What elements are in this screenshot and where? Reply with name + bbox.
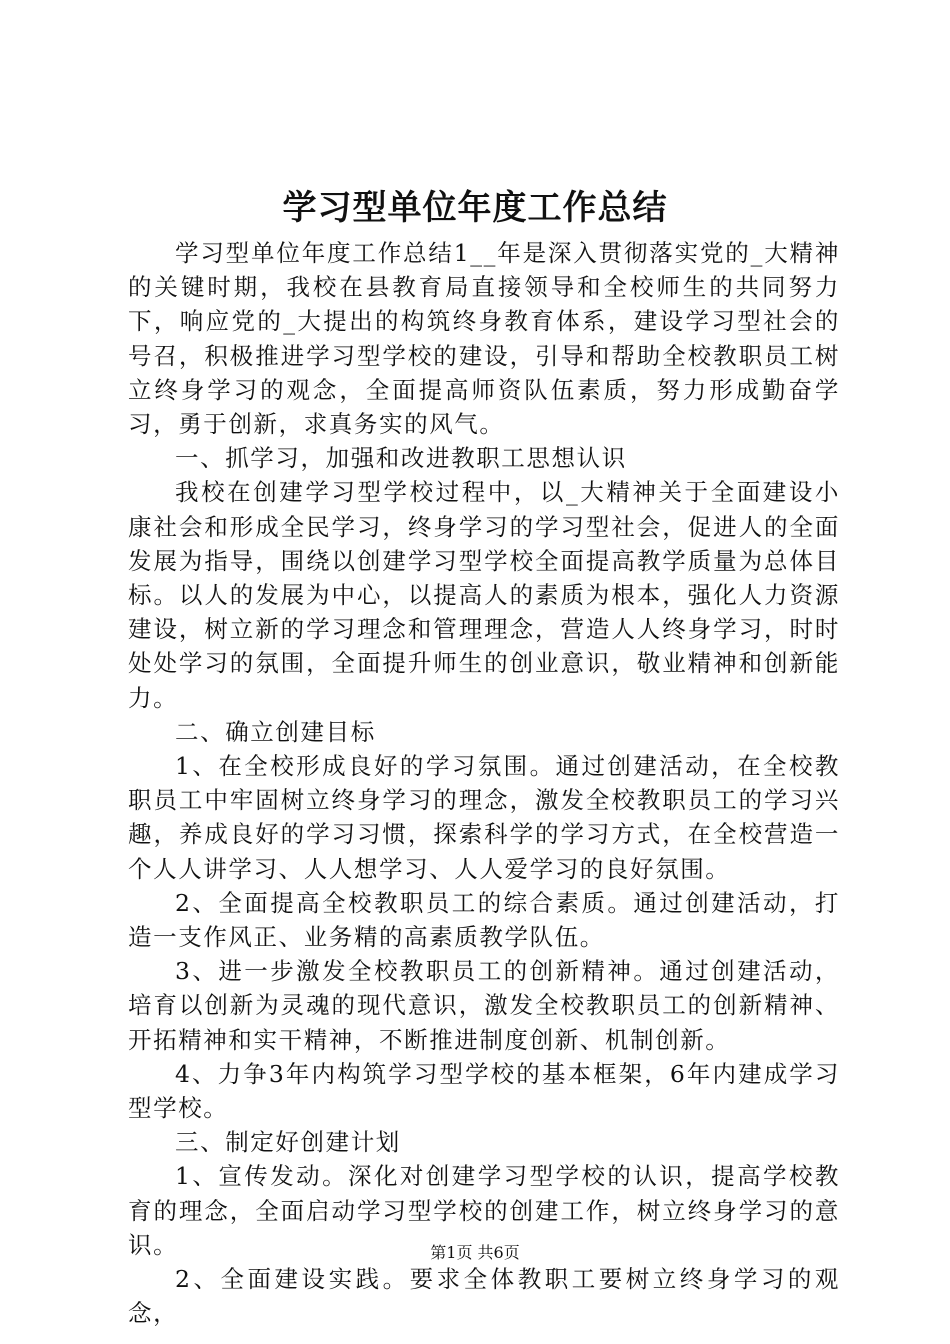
section-heading-2: 二、确立创建目标 — [175, 717, 376, 746]
paragraph-plan-1: 1、宣传发动。深化对创建学习型学校的认识，提高学校教育的理念，全面启动学习型学校的创建工作，树立终身学习的意识。 — [128, 1162, 840, 1259]
page-number-footer: 第1页 共6页 — [430, 1243, 520, 1262]
paragraph-goal-2: 2、全面提高全校教职员工的综合素质。通过创建活动，打造一支作风正、业务精的高素质教学队伍。 — [128, 888, 840, 952]
document-title: 学习型单位年度工作总结 — [282, 188, 668, 228]
paragraph-goal-3: 3、进一步激发全校教职员工的创新精神。通过创建活动，培育以创新为灵魂的现代意识，激发全校教职员工的创新精神、开拓精神和实干精神，不断推进制度创新、机制创新。 — [128, 957, 840, 1054]
paragraph-plan-2: 2、全面建设实践。要求全体教职工要树立终身学习的观念， — [128, 1265, 840, 1328]
section-heading-1: 一、抓学习，加强和改进教职工思想认识 — [175, 444, 627, 473]
section-heading-3: 三、制定好创建计划 — [175, 1128, 401, 1157]
paragraph-goal-4: 4、力争3年内构筑学习型学校的基本框架，6年内建成学习型学校。 — [128, 1059, 840, 1123]
document-body — [128, 236, 840, 1331]
paragraph-intro: 学习型单位年度工作总结1__年是深入贯彻落实党的_大精神的关键时期，我校在县教育局直接领导和全校师生的共同努力下，响应党的_大提出的构筑终身教育体系，建设学习型社会的号召，积极推进学习型学校的建设，引导和帮助全校教职员工树立终身学习的观念，全面提高师资队伍素质，努力形成勤奋学习，勇于创新，求真务实的风气。 — [128, 239, 840, 439]
paragraph-goal-1: 1、在全校形成良好的学习氛围。通过创建活动，在全校教职员工中牢固树立终身学习的理念，激发全校教职员工的学习兴趣，养成良好的学习习惯，探索科学的学习方式，在全校营造一个人人讲学习、人人想学习、人人爱学习的良好氛围。 — [128, 752, 840, 883]
paragraph-section-1: 我校在创建学习型学校过程中，以_大精神关于全面建设小康社会和形成全民学习，终身学习的学习型社会，促进人的全面发展为指导，围绕以创建学习型学校全面提高教学质量为总体目标。以人的发展为中心，以提高人的素质为根本，强化人力资源建设，树立新的学习理念和管理理念，营造人人终身学习，时时处处学习的氛围，全面提升师生的创业意识，敬业精神和创新能力。 — [128, 478, 840, 712]
